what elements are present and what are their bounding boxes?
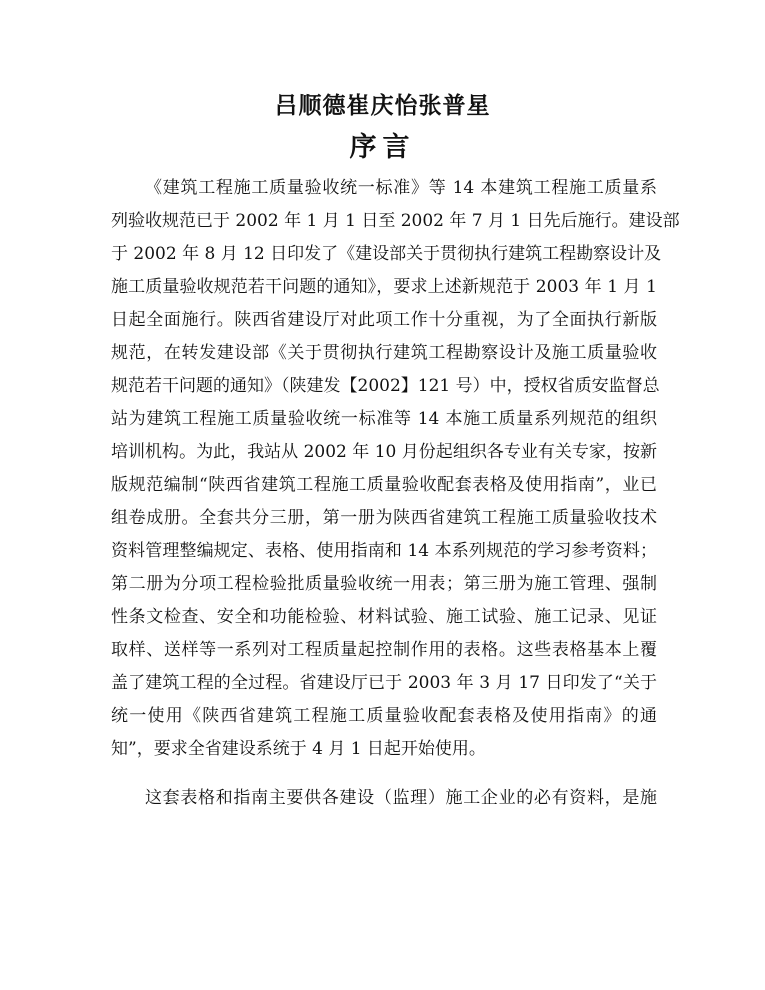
text-line: 《建筑工程施工质量验收统一标准》等 14 本建筑工程施工质量系 — [145, 178, 657, 198]
paragraph — [111, 172, 680, 766]
text-line: 盖了建筑工程的全过程。省建设厅已于 2003 年 3 月 17 日印发了“关于 — [111, 673, 657, 693]
text-line: 规范若干问题的通知》（陕建发【2002】121 号）中，授权省质安监督总 — [111, 376, 660, 396]
text-line: 版规范编制“陕西省建筑工程施工质量验收配套表格及使用指南”，业已 — [111, 475, 657, 495]
text-line: 于 2002 年 8 月 12 日印发了《建设部关于贯彻执行建筑工程勘察设计及 — [111, 244, 662, 264]
text-line: 列验收规范已于 2002 年 1 月 1 日至 2002 年 7 月 1 日先后施行。建设部 — [111, 211, 680, 231]
paragraph-spacer — [111, 766, 657, 782]
text-line: 站为建筑工程施工质量验收统一标准等 14 本施工质量系列规范的组织 — [111, 409, 657, 429]
preface-heading: 序言 — [349, 132, 416, 163]
text-line: 取样、送样等一系列对工程质量起控制作用的表格。这些表格基本上覆 — [111, 640, 657, 660]
author-line: 吕顺德崔庆怡张普星 — [274, 93, 491, 119]
paragraph — [111, 782, 657, 815]
text-line: 规范，在转发建设部《关于贯彻执行建筑工程勘察设计及施工质量验收 — [111, 343, 657, 363]
text-line: 培训机构。为此，我站从 2002 年 10 月份起组织各专业有关专家，按新 — [111, 442, 657, 462]
text-line: 施工质量验收规范若干问题的通知》，要求上述新规范于 2003 年 1 月 1 — [111, 277, 657, 297]
text-line: 知”，要求全省建设系统于 4 月 1 日起开始使用。 — [111, 739, 486, 759]
text-line: 第二册为分项工程检验批质量验收统一用表；第三册为施工管理、强制 — [111, 574, 657, 594]
text-line: 日起全面施行。陕西省建设厅对此项工作十分重视，为了全面执行新版 — [111, 310, 657, 330]
text-line: 性条文检查、安全和功能检验、材料试验、施工试验、施工记录、见证 — [111, 607, 657, 627]
text-line: 资料管理整编规定、表格、使用指南和 14 本系列规范的学习参考资料； — [111, 541, 657, 561]
text-line: 这套表格和指南主要供各建设（监理）施工企业的必有资料，是施 — [145, 788, 657, 808]
body-text — [111, 172, 680, 815]
text-line: 统一使用《陕西省建筑工程施工质量验收配套表格及使用指南》的通 — [111, 706, 657, 726]
text-line: 组卷成册。全套共分三册，第一册为陕西省建筑工程施工质量验收技术 — [111, 508, 657, 528]
